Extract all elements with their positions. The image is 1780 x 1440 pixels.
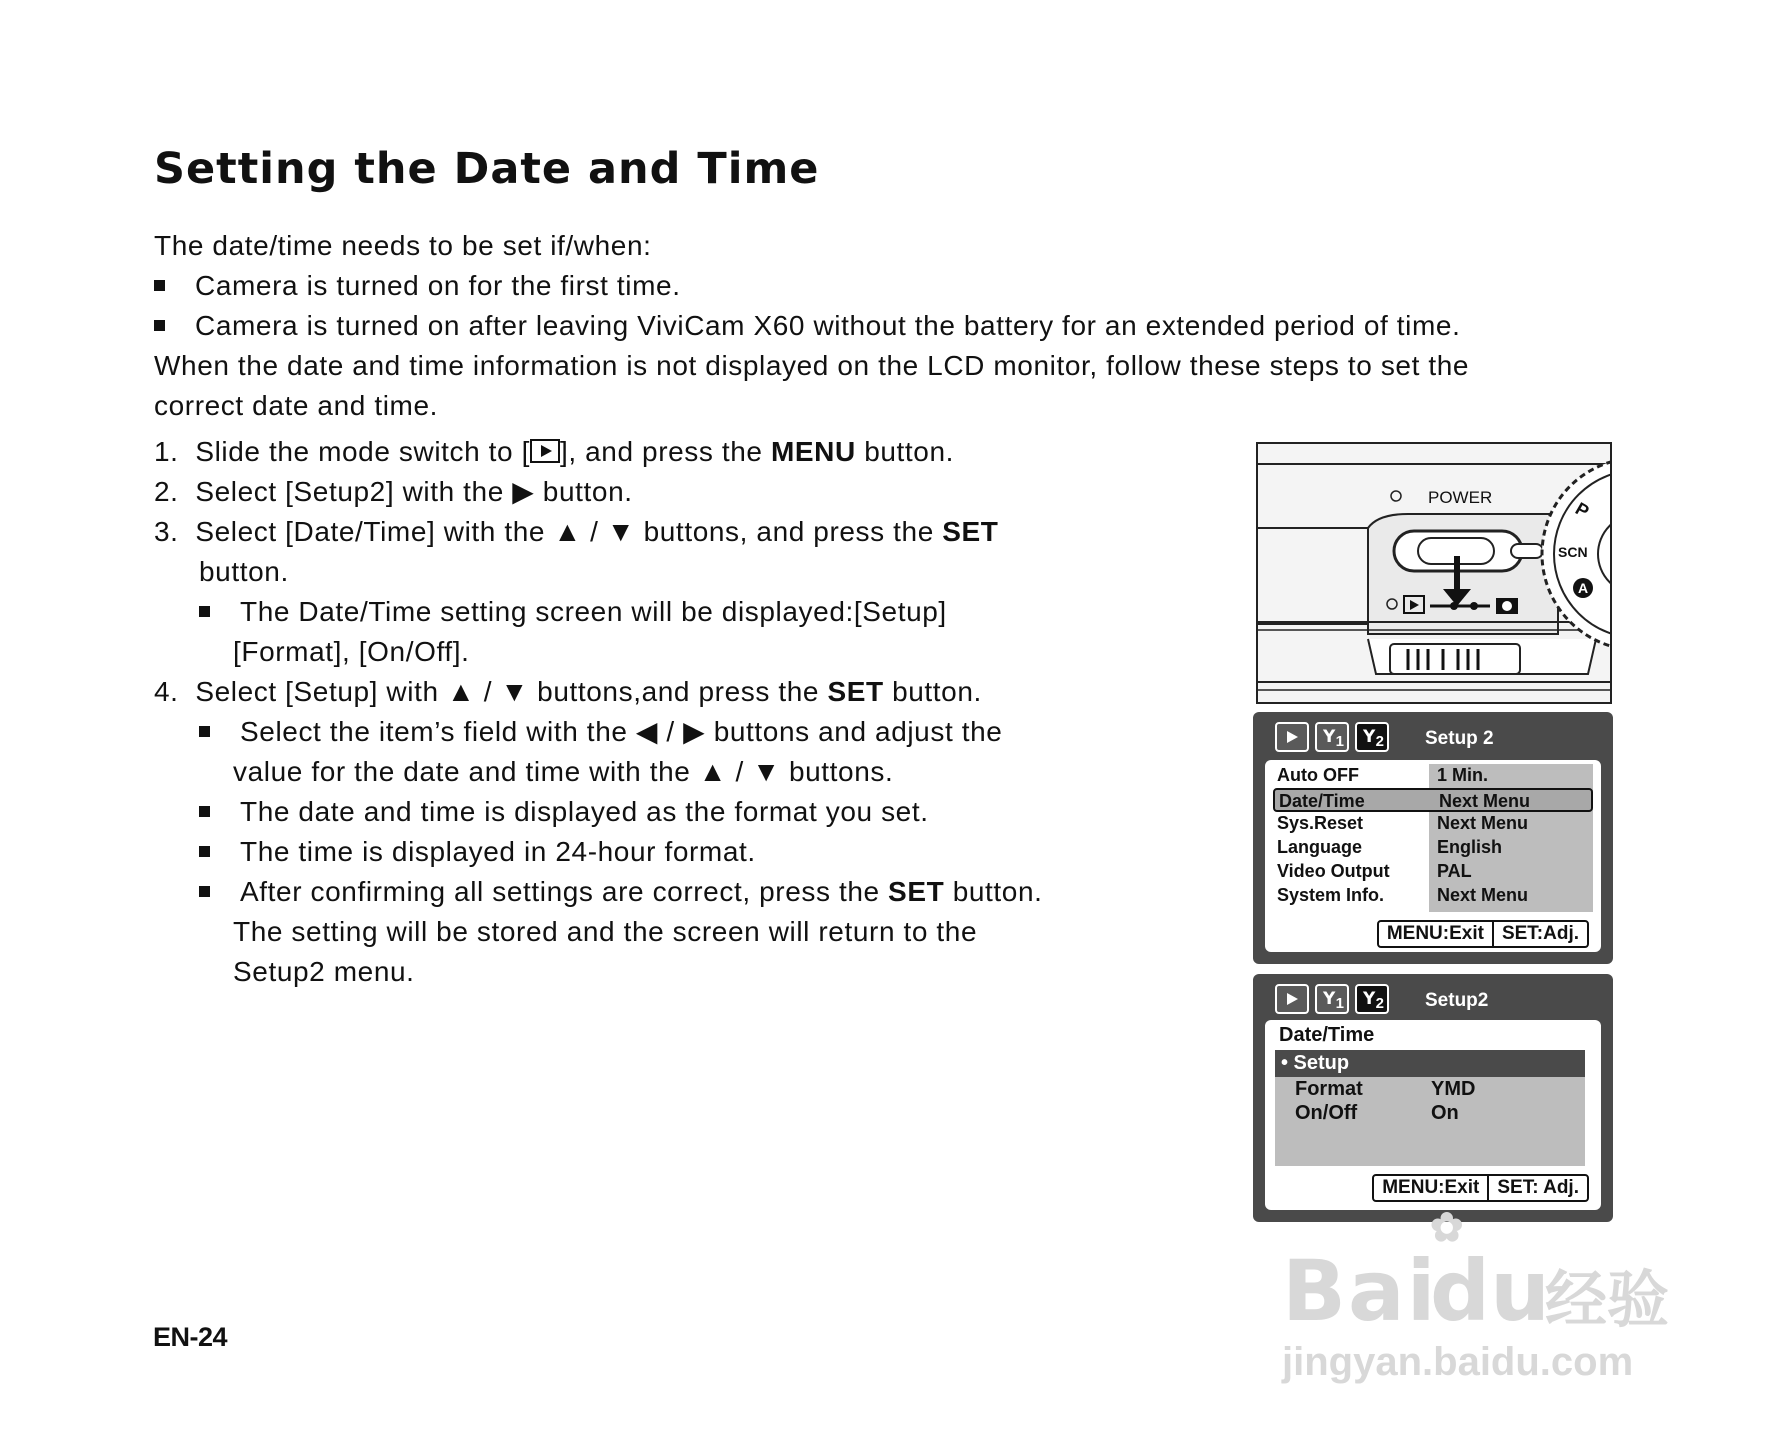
- power-label: POWER: [1428, 488, 1493, 507]
- menu-panel: [1265, 1020, 1601, 1210]
- playback-tab-icon: [1275, 722, 1309, 752]
- playback-tab-icon: [1275, 984, 1309, 1014]
- menu-row: Language English: [1277, 837, 1503, 857]
- watermark-brand2: du: [1430, 1242, 1550, 1340]
- submenu-row-value: YMD: [1431, 1078, 1476, 1100]
- bullet-square-icon: [199, 606, 210, 617]
- scn-mode-label: SCN: [1558, 544, 1588, 560]
- submenu-row-value: On: [1431, 1102, 1459, 1124]
- setup2-tab-icon: Y 2: [1355, 984, 1389, 1014]
- camera-illustration: [1256, 442, 1612, 704]
- camera-top-drawing: [1258, 444, 1612, 704]
- screen-title: Setup 2: [1425, 728, 1494, 749]
- bullet-square-icon: [199, 806, 210, 817]
- instruction-line: When the date and time information is not displayed on the LCD monitor, follow these steps to set the: [154, 350, 1470, 381]
- bullet-square-icon: [154, 280, 165, 291]
- step-3-note: The Date/Time setting screen will be displayed:[Setup]: [199, 592, 947, 632]
- set-adjust-hint: SET: Adj.: [1487, 1176, 1587, 1200]
- set-adjust-hint: SET:Adj.: [1492, 922, 1587, 946]
- screen-title: Setup2: [1425, 990, 1489, 1011]
- submenu-heading: Date/Time: [1279, 1024, 1375, 1046]
- step-4-note: The date and time is displayed as the format you set.: [199, 792, 929, 832]
- menu-tabs: [1275, 722, 1389, 752]
- step-4-note: The time is displayed in 24-hour format.: [199, 832, 756, 872]
- p-mode-label: P: [1572, 498, 1593, 522]
- watermark-brand: Bai: [1282, 1242, 1438, 1340]
- setup2-tab-icon: Y 2: [1355, 722, 1389, 752]
- menu-row: Video Output PAL: [1277, 861, 1472, 881]
- watermark-cn: 经验: [1545, 1266, 1670, 1335]
- menu-row: Auto OFF 1 Min.: [1277, 765, 1489, 785]
- menu-exit-hint: MENU:Exit: [1386, 923, 1484, 944]
- setup1-tab-icon: Y 1: [1315, 722, 1349, 752]
- submenu-selected-row: • Setup: [1275, 1050, 1585, 1077]
- menu-exit-hint: MENU:Exit: [1382, 1177, 1480, 1198]
- step-3-note-cont: [Format], [On/Off].: [233, 636, 470, 667]
- auto-mode-label: A: [1573, 578, 1593, 598]
- page-title: Setting the Date and Time: [154, 144, 820, 194]
- submenu-row-label: Format: [1295, 1078, 1363, 1100]
- menu-row: Sys.Reset Next Menu: [1277, 813, 1529, 833]
- bullet-square-icon: [199, 726, 210, 737]
- step-4-note: Select the item’s field with the ◀ / ▶ buttons and adjust the: [199, 712, 1002, 752]
- setup1-tab-icon: Y 1: [1315, 984, 1349, 1014]
- instruction-line: correct date and time.: [154, 390, 438, 421]
- submenu-row-label: On/Off: [1295, 1102, 1358, 1124]
- bullet-square-icon: [154, 320, 165, 331]
- lcd-datetime-menu: [1253, 974, 1613, 1222]
- step-4-note-cont: value for the date and time with the ▲ / ▼ buttons.: [233, 756, 894, 787]
- menu-row: System Info. Next Menu: [1277, 885, 1529, 905]
- screen-footer: [1372, 1174, 1589, 1202]
- bullet-item: Camera is turned on after leaving ViviCam X60 without the battery for an extended period of time.: [154, 306, 1460, 346]
- step-1: 1. Slide the mode switch to [ ], and press the MENU button.: [154, 436, 955, 467]
- menu-panel: [1265, 760, 1601, 952]
- step-4-note: After confirming all settings are correct, press the SET button.: [199, 872, 1043, 912]
- menu-row-selected: Date/Time Next Menu: [1273, 788, 1593, 812]
- playback-mode-icon: [530, 439, 560, 463]
- bullet-square-icon: [199, 846, 210, 857]
- paw-logo-icon: ✿: [1430, 1206, 1464, 1250]
- intro-text: The date/time needs to be set if/when:: [154, 230, 652, 261]
- screen-footer: [1377, 920, 1589, 948]
- menu-tabs: [1275, 984, 1389, 1014]
- step-3-cont: button.: [199, 556, 289, 587]
- bullet-square-icon: [199, 886, 210, 897]
- step-4-note-cont: The setting will be stored and the screen will return to the: [233, 916, 978, 947]
- step-4: 4. Select [Setup] with ▲ / ▼ buttons,and press the SET button.: [154, 676, 982, 707]
- step-3: 3. Select [Date/Time] with the ▲ / ▼ buttons, and press the SET: [154, 516, 999, 547]
- watermark-url: jingyan.baidu.com: [1282, 1340, 1634, 1384]
- page-number: EN-24: [153, 1322, 228, 1352]
- bullet-item: Camera is turned on for the first time.: [154, 266, 681, 306]
- lcd-setup2-menu: [1253, 712, 1613, 964]
- step-2: 2. Select [Setup2] with the ▶ button.: [154, 476, 633, 507]
- step-4-note-cont: Setup2 menu.: [233, 956, 415, 987]
